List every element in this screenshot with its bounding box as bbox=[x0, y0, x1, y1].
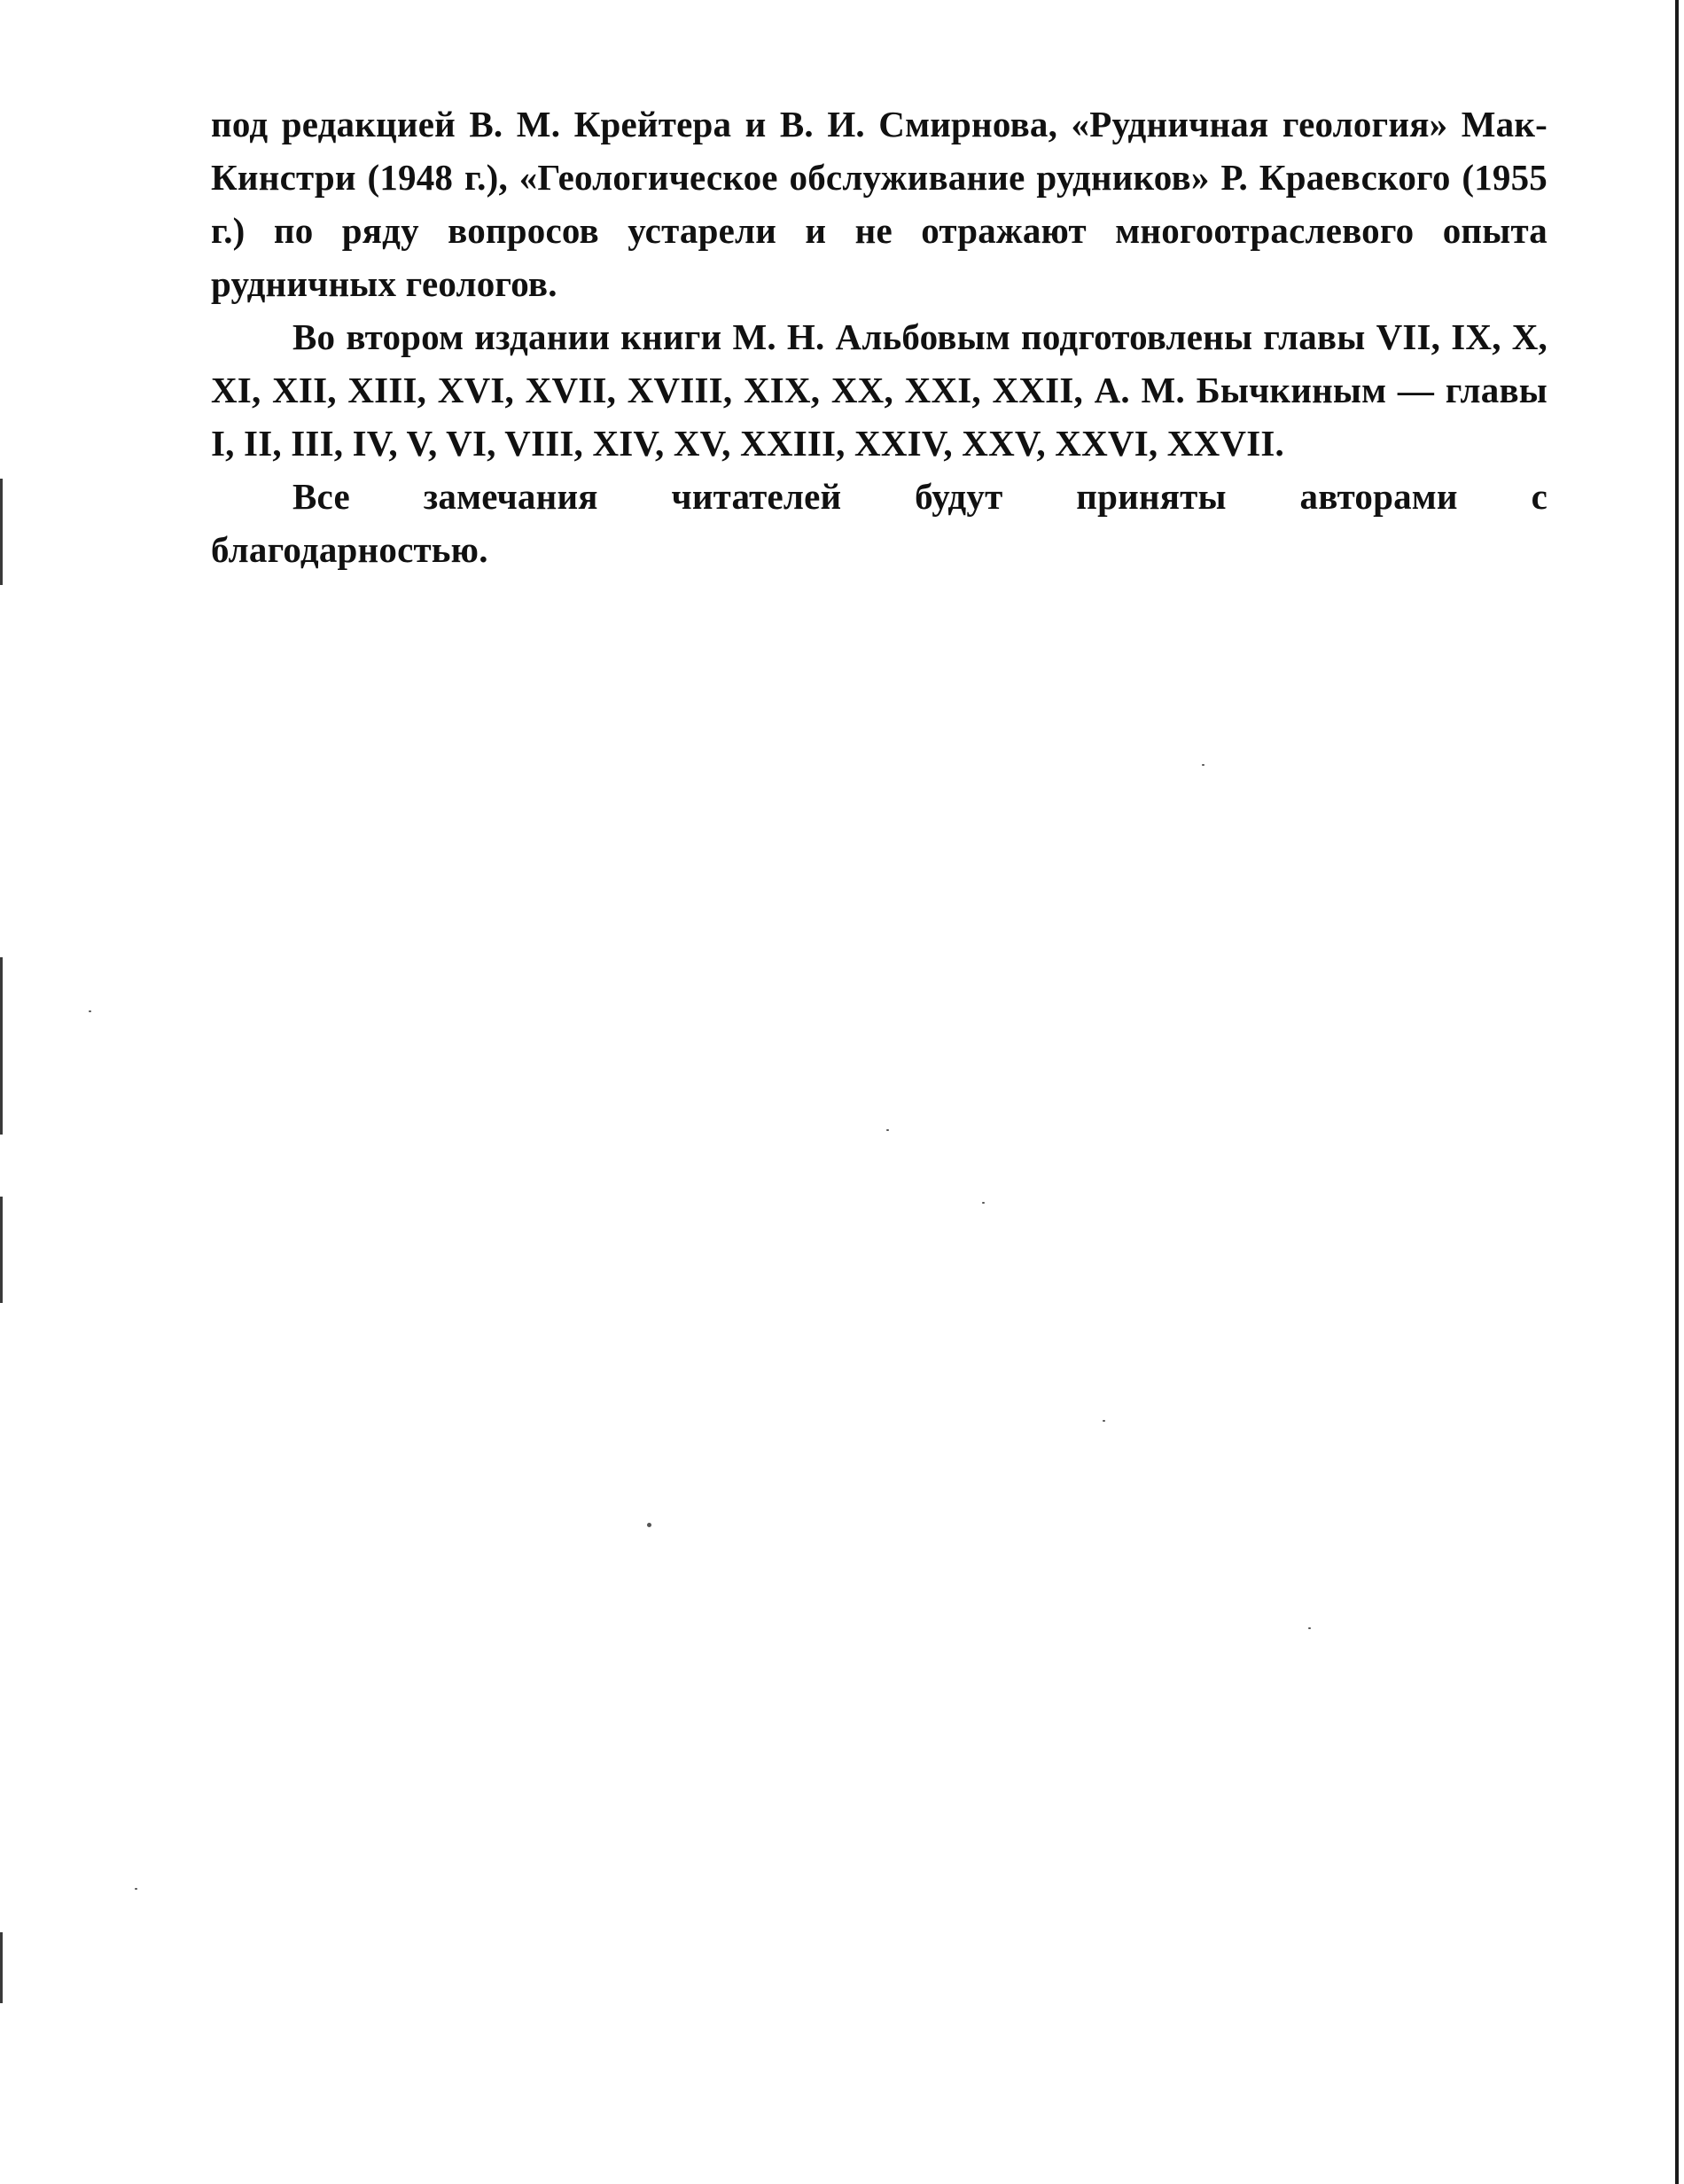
body-text bbox=[211, 98, 1548, 576]
scan-margin-mark bbox=[0, 1932, 3, 2003]
scan-speck bbox=[1308, 1627, 1311, 1629]
scan-margin-mark bbox=[0, 479, 3, 585]
paragraph-second-edition: Во втором издании книги М. Н. Альбовым подготовлены главы VII, IX, X, XI, XII, XIII, XVI, XVII, XVIII, XIX, XX, XXI, XXII, А. М. Бычкиным — главы I, II, III, IV, V, VI, VIII, XIV, XV, XXIII, XXIV, XXV, XXVI, XXVII. bbox=[211, 316, 1548, 464]
scan-speck bbox=[1202, 764, 1205, 766]
scan-margin-mark bbox=[0, 1197, 3, 1303]
paragraph-continuation: под редакцией В. М. Крейтера и В. И. Смирнова, «Рудничная геология» Мак-Кинстри (1948 г.), «Геологическое обслуживание рудников» Р. Краевского (1955 г.) по ряду вопросов устарели и не отражают многоотраслевого опыта рудничных геологов. bbox=[211, 104, 1548, 304]
scan-speck bbox=[647, 1523, 651, 1527]
paragraph-reader-comments: Все замечания читателей будут приняты авторами с благодарностью. bbox=[211, 476, 1548, 570]
scan-speck bbox=[1103, 1420, 1105, 1422]
scan-speck bbox=[982, 1202, 985, 1204]
page-edge-shadow bbox=[1675, 0, 1679, 2184]
scan-speck bbox=[135, 1888, 137, 1890]
scan-margin-mark bbox=[0, 957, 3, 1135]
scan-speck bbox=[89, 1010, 91, 1012]
scan-speck bbox=[886, 1129, 889, 1131]
